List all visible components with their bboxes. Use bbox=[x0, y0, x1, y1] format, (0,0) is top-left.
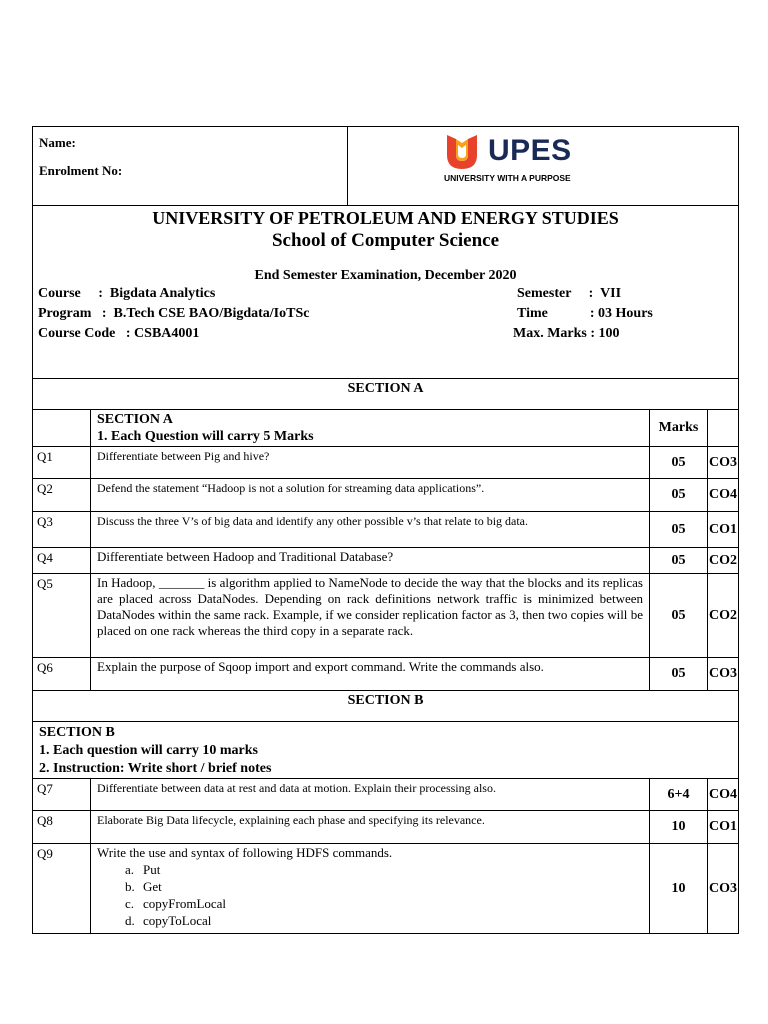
question-co: CO3 bbox=[708, 447, 739, 479]
header-row bbox=[33, 127, 739, 206]
logo-wordmark: UPES bbox=[488, 134, 572, 167]
question-number: Q2 bbox=[33, 479, 91, 512]
question-number: Q1 bbox=[33, 447, 91, 479]
question-text: Defend the statement “Hadoop is not a solution for streaming data applications”. bbox=[91, 479, 650, 512]
section-a-heading bbox=[91, 410, 650, 447]
question-row bbox=[33, 574, 739, 658]
option-text: Get bbox=[143, 879, 162, 894]
hdfs-command-list bbox=[97, 861, 643, 929]
section-b-heading-row bbox=[33, 722, 739, 779]
course-code-info: Course Code : CSBA4001 bbox=[38, 326, 200, 341]
section-b-banner bbox=[33, 691, 739, 722]
question-text bbox=[91, 844, 650, 934]
student-details bbox=[33, 127, 348, 206]
question-number: Q6 bbox=[33, 658, 91, 691]
question-text: Differentiate between Pig and hive? bbox=[91, 447, 650, 479]
university-name: UNIVERSITY OF PETROLEUM AND ENERGY STUDIES bbox=[152, 208, 619, 228]
question-stem: Write the use and syntax of following HDFS commands. bbox=[97, 845, 393, 860]
section-a-banner-text: SECTION A bbox=[347, 381, 424, 396]
section-a-banner bbox=[33, 379, 739, 410]
question-co: CO1 bbox=[708, 811, 739, 844]
question-row bbox=[33, 479, 739, 512]
question-row bbox=[33, 779, 739, 811]
question-co: CO2 bbox=[708, 548, 739, 574]
question-row bbox=[33, 844, 739, 934]
question-text: Differentiate between data at rest and data at motion. Explain their processing also. bbox=[91, 779, 650, 811]
exam-paper bbox=[32, 126, 738, 934]
section-b-banner-row bbox=[33, 691, 739, 722]
title-row bbox=[33, 206, 739, 379]
section-b-heading-line2: 1. Each question will carry 10 marks bbox=[39, 743, 258, 758]
enrolment-label: Enrolment No: bbox=[39, 163, 123, 178]
max-marks-info: Max. Marks : 100 bbox=[513, 326, 620, 341]
question-marks: 05 bbox=[650, 447, 708, 479]
question-marks: 10 bbox=[650, 811, 708, 844]
option-label: d. bbox=[125, 913, 135, 928]
exam-table bbox=[32, 126, 739, 934]
school-name: School of Computer Science bbox=[271, 230, 500, 251]
logo-cell bbox=[348, 127, 739, 206]
empty-cell bbox=[33, 410, 91, 447]
question-co: CO4 bbox=[708, 479, 739, 512]
question-row bbox=[33, 811, 739, 844]
list-item bbox=[125, 861, 643, 878]
section-a-heading-row bbox=[33, 410, 739, 447]
question-marks: 6+4 bbox=[650, 779, 708, 811]
question-row bbox=[33, 548, 739, 574]
upes-logo-mark-icon bbox=[444, 133, 480, 171]
question-number: Q8 bbox=[33, 811, 91, 844]
option-label: a. bbox=[125, 862, 135, 877]
course-info: Course : Bigdata Analytics bbox=[38, 286, 216, 301]
name-label: Name: bbox=[39, 135, 76, 150]
question-row bbox=[33, 512, 739, 548]
exam-title: End Semester Examination, December 2020 bbox=[254, 268, 517, 283]
question-row bbox=[33, 658, 739, 691]
question-co: CO3 bbox=[708, 844, 739, 934]
question-co: CO2 bbox=[708, 574, 739, 658]
marks-column-header: Marks bbox=[650, 410, 708, 447]
section-b-heading-line3: 2. Instruction: Write short / brief notes bbox=[39, 761, 272, 776]
section-b-heading bbox=[33, 722, 739, 779]
empty-cell bbox=[708, 410, 739, 447]
question-text: Elaborate Big Data lifecycle, explaining each phase and specifying its relevance. bbox=[91, 811, 650, 844]
question-row bbox=[33, 447, 739, 479]
section-b-heading-line1: SECTION B bbox=[39, 725, 115, 740]
option-text: copyFromLocal bbox=[143, 896, 227, 911]
option-text: Put bbox=[143, 862, 161, 877]
question-text: In Hadoop, _______ is algorithm applied to NameNode to decide the way that the blocks and its replicas are placed across DataNodes. Depending on rack definitions network traffic is minimized between DataNodes within the same rack. Example, if we consider replication factor as 3, then two copies will be placed on one rack whereas the third copy in a separate rack. bbox=[91, 574, 650, 658]
question-co: CO4 bbox=[708, 779, 739, 811]
logo-tagline: UNIVERSITY WITH A PURPOSE bbox=[444, 173, 571, 183]
question-text: Explain the purpose of Sqoop import and export command. Write the commands also. bbox=[91, 658, 650, 691]
question-number: Q3 bbox=[33, 512, 91, 548]
list-item bbox=[125, 895, 643, 912]
question-marks: 10 bbox=[650, 844, 708, 934]
time-info: Time : 03 Hours bbox=[517, 306, 653, 321]
list-item bbox=[125, 878, 643, 895]
section-a-heading-line2: 1. Each Question will carry 5 Marks bbox=[97, 429, 314, 444]
option-text: copyToLocal bbox=[143, 913, 212, 928]
question-marks: 05 bbox=[650, 574, 708, 658]
list-item bbox=[125, 912, 643, 929]
question-marks: 05 bbox=[650, 479, 708, 512]
question-co: CO3 bbox=[708, 658, 739, 691]
option-label: c. bbox=[125, 896, 135, 911]
question-marks: 05 bbox=[650, 548, 708, 574]
question-text: Discuss the three V’s of big data and identify any other possible v’s that relate to big data. bbox=[91, 512, 650, 548]
question-number: Q5 bbox=[33, 574, 91, 658]
section-a-heading-line1: SECTION A bbox=[97, 412, 173, 427]
section-b-banner-text: SECTION B bbox=[347, 693, 424, 708]
question-co: CO1 bbox=[708, 512, 739, 548]
title-block bbox=[33, 206, 739, 379]
question-marks: 05 bbox=[650, 658, 708, 691]
section-a-banner-row bbox=[33, 379, 739, 410]
question-number: Q9 bbox=[33, 844, 91, 934]
program-info: Program : B.Tech CSE BAO/Bigdata/IoTSc bbox=[38, 306, 310, 321]
question-marks: 05 bbox=[650, 512, 708, 548]
semester-info: Semester : VII bbox=[517, 286, 622, 301]
question-number: Q4 bbox=[33, 548, 91, 574]
option-label: b. bbox=[125, 879, 135, 894]
question-text: Differentiate between Hadoop and Traditional Database? bbox=[91, 548, 650, 574]
question-number: Q7 bbox=[33, 779, 91, 811]
